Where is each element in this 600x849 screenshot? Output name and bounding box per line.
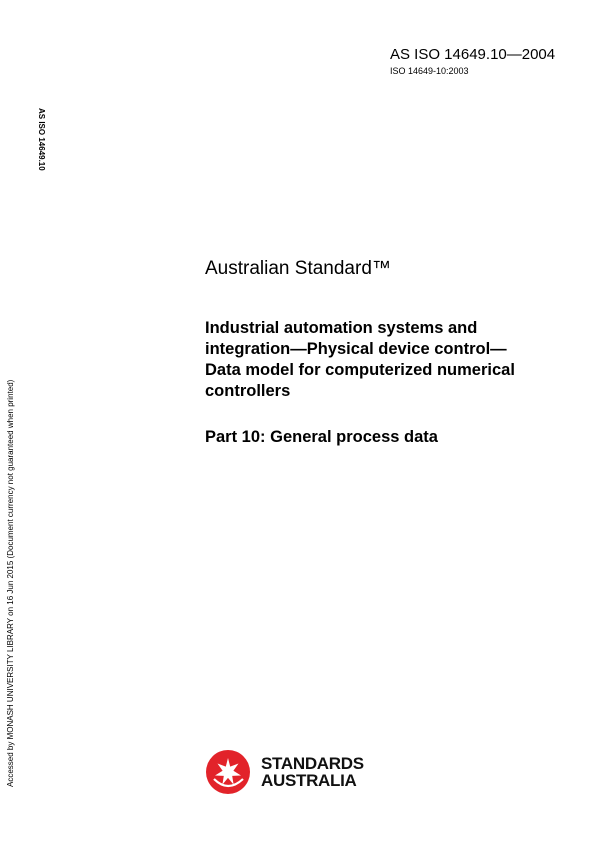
logo-line-2: AUSTRALIA (261, 771, 357, 790)
title-line: integration—Physical device control— (205, 340, 507, 358)
access-note: Accessed by MONASH UNIVERSITY LIBRARY on 16 Jun 2015 (Document currency not guaranteed when printed) (6, 379, 15, 787)
document-title (205, 318, 535, 402)
title-line: controllers (205, 382, 291, 400)
title-line: Data model for computerized numerical (205, 361, 515, 379)
red-circle-star-icon (205, 749, 251, 795)
logo-text (261, 755, 364, 789)
title-line: Industrial automation systems and (205, 319, 478, 337)
logo-line-1: STANDARDS (261, 754, 364, 773)
iso-number: ISO 14649-10:2003 (390, 66, 469, 76)
standard-type: Australian Standard™ (205, 258, 391, 279)
part-title: Part 10: General process data (205, 428, 438, 446)
standards-australia-logo (205, 749, 385, 799)
spine-code: AS ISO 14649.10 (37, 108, 46, 171)
standard-number: AS ISO 14649.10—2004 (390, 46, 556, 63)
